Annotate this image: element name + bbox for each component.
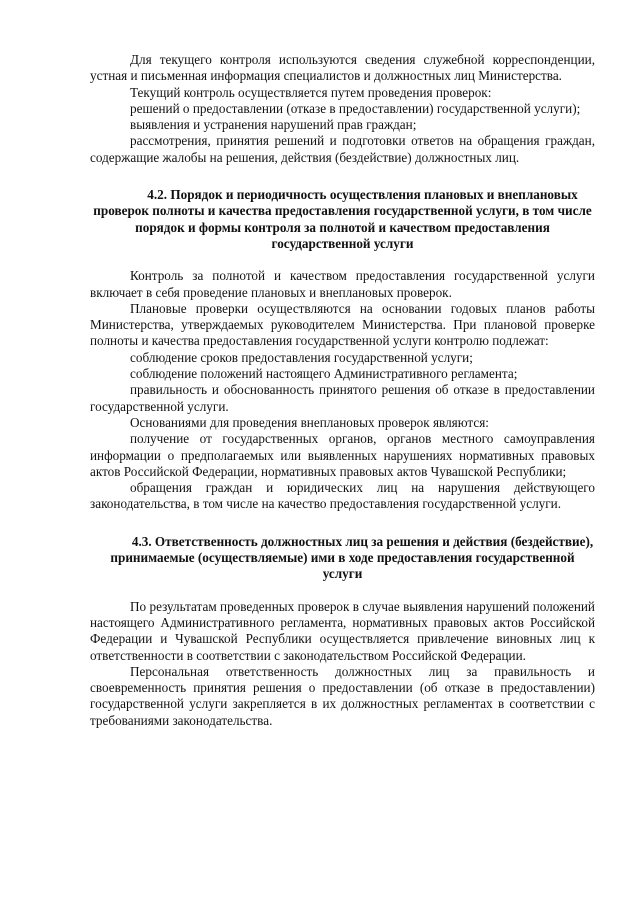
section-paragraph: По результатам проведенных проверок в случае выявления нарушений положений настоящего Административного регламента, нормативных правовых актов Российской Федерации и Чувашской Республики осуществляется привлечение виновных лиц к ответственности в соответствии с законодательством Российской Федерации. <box>90 598 595 663</box>
intro-paragraph: выявления и устранения нарушений прав граждан; <box>130 117 417 133</box>
section-paragraph: правильность и обоснованность принятого решения об отказе в предоставлении государственной услуги. <box>90 382 595 414</box>
section-paragraph: получение от государственных органов, органов местного самоуправления информации о предполагаемых или выявленных нарушениях нормативных правовых актов Российской Федерации, нормативных правовых актов Чувашской Республики; <box>90 431 595 479</box>
section-4-2-heading: 4.2. Порядок и периодичность осуществления плановых и внеплановых проверок полноты и качества предоставления государственной услуги, в том числе порядок и формы контроля за полнотой и качеством предоставления государственной услуги <box>93 187 592 251</box>
section-paragraph: Плановые проверки осуществляются на основании годовых планов работы Министерства, утверждаемых руководителем Министерства. При плановой проверке полноты и качества предоставления государственной услуги контролю подлежат: <box>90 300 595 349</box>
section-paragraph: Контроль за полнотой и качеством предоставления государственной услуги включает в себя проведение плановых и внеплановых проверок. <box>90 268 595 300</box>
intro-paragraph: Для текущего контроля используются сведения служебной корреспонденции, устная и письменная информация специалистов и должностных лиц Министерства. <box>90 52 595 84</box>
section-4-3-body <box>90 599 595 729</box>
section-paragraph: обращения граждан и юридических лиц на нарушения действующего законодательства, в том числе на качество предоставления государственной услуги. <box>90 480 595 512</box>
section-paragraph: Основаниями для проведения внеплановых проверок являются: <box>130 414 489 430</box>
intro-paragraph: рассмотрения, принятия решений и подготовки ответов на обращения граждан, содержащие жалобы на решения, действия (бездействие) должностных лиц. <box>90 133 595 165</box>
section-paragraph: соблюдение положений настоящего Административного регламента; <box>130 366 518 382</box>
section-4-3-heading: 4.3. Ответственность должностных лиц за решения и действия (бездействие), принимаемые (осуществляемые) ими в ходе предоставления государственной услуги <box>110 533 594 582</box>
intro-paragraph: Текущий контроль осуществляется путем проведения проверок: <box>130 84 492 100</box>
section-paragraph: Персональная ответственность должностных лиц за правильность и своевременность принятия решения о предоставлении (об отказе в предоставлении) государственной услуги закрепляется в их должностных регламентах в соответствии с требованиями законодательства. <box>90 663 595 728</box>
section-4-2-body <box>90 268 595 512</box>
intro-paragraph: решений о предоставлении (отказе в предоставлении) государственной услуги); <box>130 100 581 116</box>
intro-block <box>90 52 595 166</box>
document-page <box>90 52 595 729</box>
section-paragraph: соблюдение сроков предоставления государственной услуги; <box>130 349 473 365</box>
